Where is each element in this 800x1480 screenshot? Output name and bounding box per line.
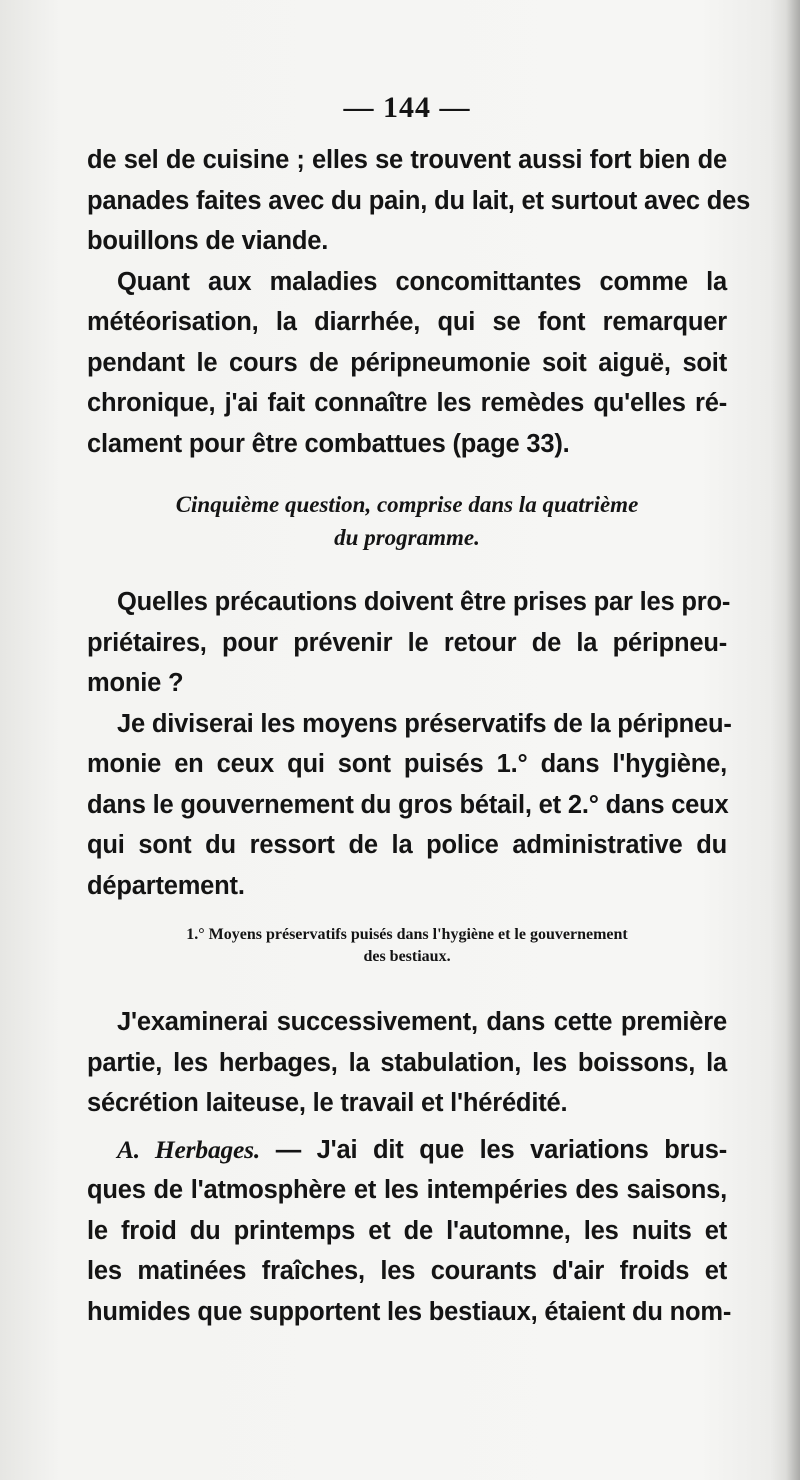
text-line <box>87 1130 727 1171</box>
text-line: Quant aux maladies concomittantes comme la <box>117 267 727 296</box>
question-heading-line: du programme. <box>334 525 480 550</box>
paragraph-1 <box>87 140 751 262</box>
text-line: partie, les herbages, la stabulation, les boissons, la <box>87 1048 727 1077</box>
text-line: de sel de cuisine ; elles se trouvent aussi fort bien de <box>87 146 727 174</box>
text-line: qui sont du ressort de la police administrative du <box>87 831 727 859</box>
question-heading-line: Cinquième question, comprise dans la quatrième <box>175 492 639 517</box>
paragraph-2 <box>87 262 727 465</box>
paragraph-5 <box>87 1002 727 1124</box>
text-line: bouillons de viande. <box>87 227 329 255</box>
text-line: sécrétion laiteuse, le travail et l'hérédité. <box>87 1089 568 1117</box>
text-block <box>87 88 751 1332</box>
text-line: clament pour être combattues (page 33). <box>87 429 570 458</box>
text-fragment: — J'ai dit que les variations brus- <box>260 1135 727 1164</box>
paragraph-3 <box>87 582 731 704</box>
text-line: J'examinerai successivement, dans cette première <box>117 1008 727 1036</box>
text-line: météorisation, la diarrhée, qui se font remarquer <box>87 308 727 336</box>
text-line: département. <box>87 871 245 900</box>
section-heading-line: 1.° Moyens préservatifs puisés dans l'hygiène et le gouvernement <box>186 926 628 943</box>
page-number: — 144 — <box>343 91 471 124</box>
text-line: humides que supportent les bestiaux, étaient du nom- <box>87 1297 732 1326</box>
text-line: panades faites avec du pain, du lait, et surtout avec des <box>87 186 751 215</box>
paragraph-6 <box>87 1130 732 1333</box>
question-heading <box>87 488 727 554</box>
text-line: chronique, j'ai fait connaître les remèdes qu'elles ré- <box>87 389 727 417</box>
text-line: monie en ceux qui sont puisés 1.° dans l'hygiène, <box>87 750 727 778</box>
subsection-title: A. Herbages. <box>117 1134 261 1164</box>
text-line: les matinées fraîches, les courants d'air froids et <box>87 1257 727 1285</box>
text-line: monie ? <box>87 669 184 697</box>
section-heading-line: des bestiaux. <box>363 948 451 965</box>
text-line: pendant le cours de péripneumonie soit aiguë, soit <box>87 348 727 377</box>
paragraph-4 <box>87 704 732 907</box>
text-line: dans le gouvernement du gros bétail, et 2.° dans ceux <box>87 790 729 819</box>
text-line: Quelles précautions doivent être prises par les pro- <box>117 588 731 616</box>
text-line: Je diviserai les moyens préservatifs de la péripneu- <box>117 709 732 738</box>
text-line: priétaires, pour prévenir le retour de la péripneu- <box>87 628 727 657</box>
text-line: le froid du printemps et de l'automne, les nuits et <box>87 1216 727 1245</box>
section-heading <box>87 924 727 968</box>
page-edge-shadow <box>786 0 800 1480</box>
text-line: ques de l'atmosphère et les intempéries des saisons, <box>87 1176 727 1204</box>
